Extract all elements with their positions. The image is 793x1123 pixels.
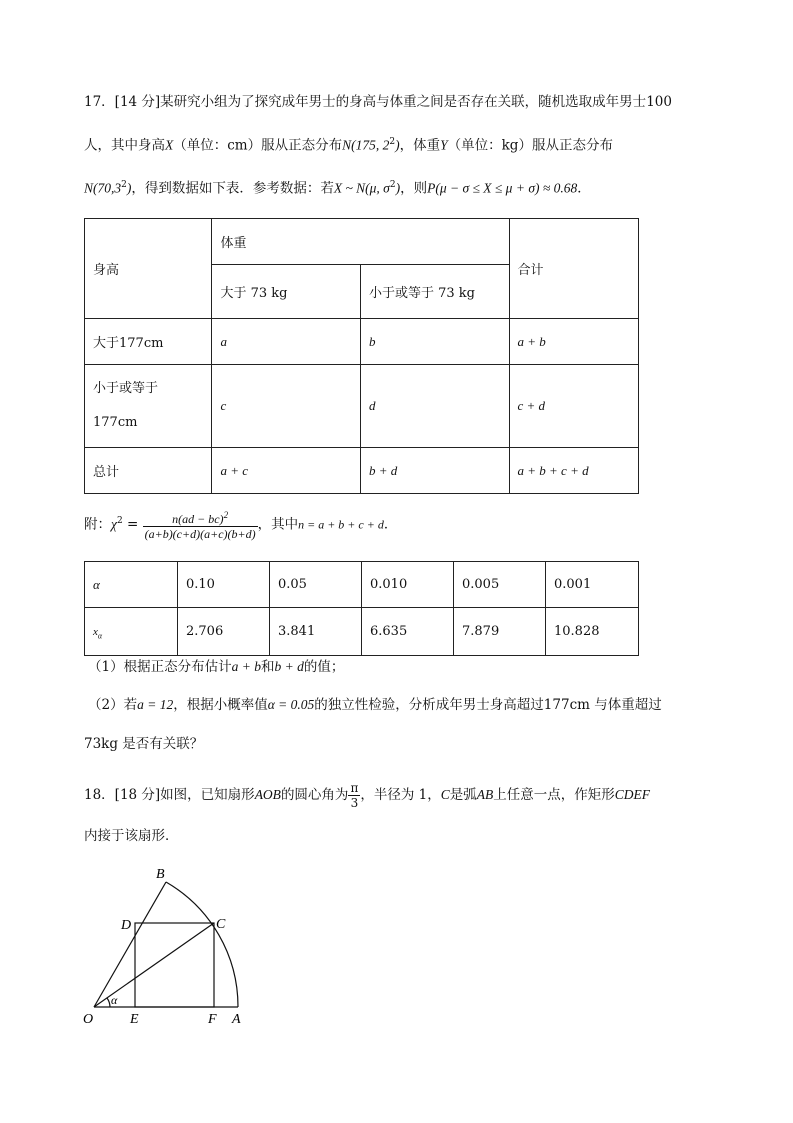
cell: 10.828 <box>546 608 639 656</box>
superscript: 2 <box>389 180 396 190</box>
q18-line-2 <box>84 827 179 845</box>
cell: a <box>212 319 361 365</box>
superscript: 2 <box>223 510 229 520</box>
pi: π <box>350 780 359 795</box>
segment-OB <box>94 882 166 1007</box>
part-text: 的值； <box>303 659 345 675</box>
header-le73: 小于或等于 73 kg <box>360 265 509 319</box>
q17-line-1 <box>84 93 672 111</box>
expr: a + b <box>231 659 261 674</box>
row-label-part: 小于或等于 <box>93 381 159 396</box>
row-label: 大于177cm <box>85 319 212 365</box>
table-row <box>85 448 639 494</box>
label-B: B <box>156 867 165 882</box>
label-A: A <box>232 1012 241 1027</box>
arc-AB: AB <box>476 787 494 802</box>
table-row <box>85 562 639 608</box>
paren: ) <box>395 180 401 196</box>
row-label: 总计 <box>85 448 212 494</box>
q17-text: ，则 <box>400 180 428 197</box>
arc-AB <box>166 882 238 1007</box>
paren: ) <box>126 180 132 196</box>
alpha-label: α <box>85 562 178 608</box>
table-row <box>85 608 639 656</box>
q18-text: 18．[18 分]如图，已知扇形 <box>84 787 255 803</box>
chi-square-formula <box>84 502 397 544</box>
q17-text: ，体重 <box>399 137 441 154</box>
x-symbol: x <box>93 625 98 638</box>
cell: 2.706 <box>178 608 270 656</box>
q18-text: 内接于该扇形． <box>84 828 179 844</box>
cell: c + d <box>509 365 638 448</box>
q18-text: 上任意一点，作矩形 <box>493 787 615 803</box>
formula-prefix: 附： <box>84 516 111 533</box>
cell: 0.005 <box>454 562 546 608</box>
sector-figure <box>80 862 270 1032</box>
cell: 3.841 <box>270 608 362 656</box>
sector-name: AOB <box>254 787 281 802</box>
x-alpha-label <box>85 608 178 656</box>
dist-weight: N(70,3 <box>84 180 122 196</box>
equals: = <box>122 516 143 533</box>
formula-suffix: ，其中 <box>257 516 299 533</box>
cell: c <box>212 365 361 448</box>
rect-CDEF: CDEF <box>614 787 650 802</box>
row-label <box>85 365 212 448</box>
superscript: 2 <box>121 180 127 190</box>
angle-alpha-arc <box>107 998 110 1007</box>
expr: b + d <box>274 659 304 674</box>
var-X: X <box>165 137 174 153</box>
cell: a + b + c + d <box>509 448 638 494</box>
cell: 0.05 <box>270 562 362 608</box>
cell: a + c <box>212 448 361 494</box>
q18-text: 是弧 <box>449 787 477 803</box>
q18-line-1 <box>84 780 650 811</box>
cell: 7.879 <box>454 608 546 656</box>
q17-count: 100 <box>646 94 672 110</box>
chi-symbol: χ <box>111 516 117 532</box>
label-alpha: α <box>111 993 118 1007</box>
probability-formula: P(μ − σ ≤ X ≤ μ + σ) ≈ 0.68 <box>427 180 578 196</box>
dist-general: X ~ N(μ, σ <box>333 180 390 196</box>
q17-text: ． <box>577 180 591 197</box>
superscript: 2 <box>116 516 123 526</box>
part-text: 的独立性检验，分析成年男士身高超过177cm 与体重超过 <box>314 697 662 713</box>
dist-height: N(175, 2 <box>342 137 390 153</box>
point-C: C <box>440 787 450 802</box>
part-text: 和 <box>260 659 275 675</box>
row-label-part: 177cm <box>93 415 138 430</box>
cell: 0.001 <box>546 562 639 608</box>
period: ． <box>383 516 398 533</box>
part-text: ，根据小概率值 <box>173 697 268 713</box>
rectangle-CDEF <box>135 923 214 1007</box>
header-total: 合计 <box>509 219 638 319</box>
part-text: （2）若 <box>88 697 138 713</box>
three: 3 <box>350 795 359 810</box>
table-row <box>85 319 639 365</box>
fraction-numerator <box>143 508 258 527</box>
q17-text: ，得到数据如下表．参考数据：若 <box>131 180 334 197</box>
part-text: （1）根据正态分布估计 <box>88 659 232 675</box>
label-O: O <box>83 1012 94 1027</box>
q17-line-2 <box>84 133 613 155</box>
q18-text: 的圆心角为 <box>280 787 349 803</box>
label-F: F <box>208 1012 217 1027</box>
table-row <box>85 365 639 448</box>
q17-text: （单位：kg）服从正态分布 <box>447 137 613 154</box>
critical-value-table <box>84 561 639 656</box>
var-Y: Y <box>440 137 448 153</box>
subscript: α <box>97 631 103 641</box>
label-E: E <box>130 1012 139 1027</box>
part-text: 73kg 是否有关联？ <box>84 736 204 752</box>
header-height: 身高 <box>85 219 212 319</box>
q18-text: ，半径为 1， <box>360 787 441 803</box>
label-C: C <box>216 917 226 932</box>
cell: a + b <box>509 319 638 365</box>
pi-over-3 <box>348 781 360 811</box>
fraction-denominator: (a+b)(c+d)(a+c)(b+d) <box>144 527 256 541</box>
expr: α = 0.05 <box>267 697 315 712</box>
fraction <box>143 508 258 542</box>
cell: d <box>360 365 509 448</box>
part-2 <box>88 696 662 714</box>
cell: 0.010 <box>362 562 454 608</box>
n-expression: n = a + b + c + d <box>298 517 384 532</box>
cell: 0.10 <box>178 562 270 608</box>
part-2-cont <box>84 735 203 753</box>
paren: ) <box>395 137 400 153</box>
superscript: 2 <box>389 137 396 147</box>
header-gt73: 大于 73 kg <box>212 265 361 319</box>
cell: b + d <box>360 448 509 494</box>
q17-text: 人，其中身高 <box>84 137 165 154</box>
contingency-table <box>84 218 639 494</box>
cell: b <box>360 319 509 365</box>
expr: a = 12 <box>137 697 174 712</box>
numerator-text: n(ad − bc) <box>172 512 224 526</box>
q17-text: （单位：cm）服从正态分布 <box>173 137 343 154</box>
part-1 <box>88 658 344 676</box>
q17-text: 17．[14 分]某研究小组为了探究成年男士的身高与体重之间是否存在关联，随机选取成年男士 <box>84 94 647 110</box>
label-D: D <box>121 918 132 933</box>
cell: 6.635 <box>362 608 454 656</box>
q17-line-3 <box>84 176 591 198</box>
header-weight: 体重 <box>212 219 509 265</box>
